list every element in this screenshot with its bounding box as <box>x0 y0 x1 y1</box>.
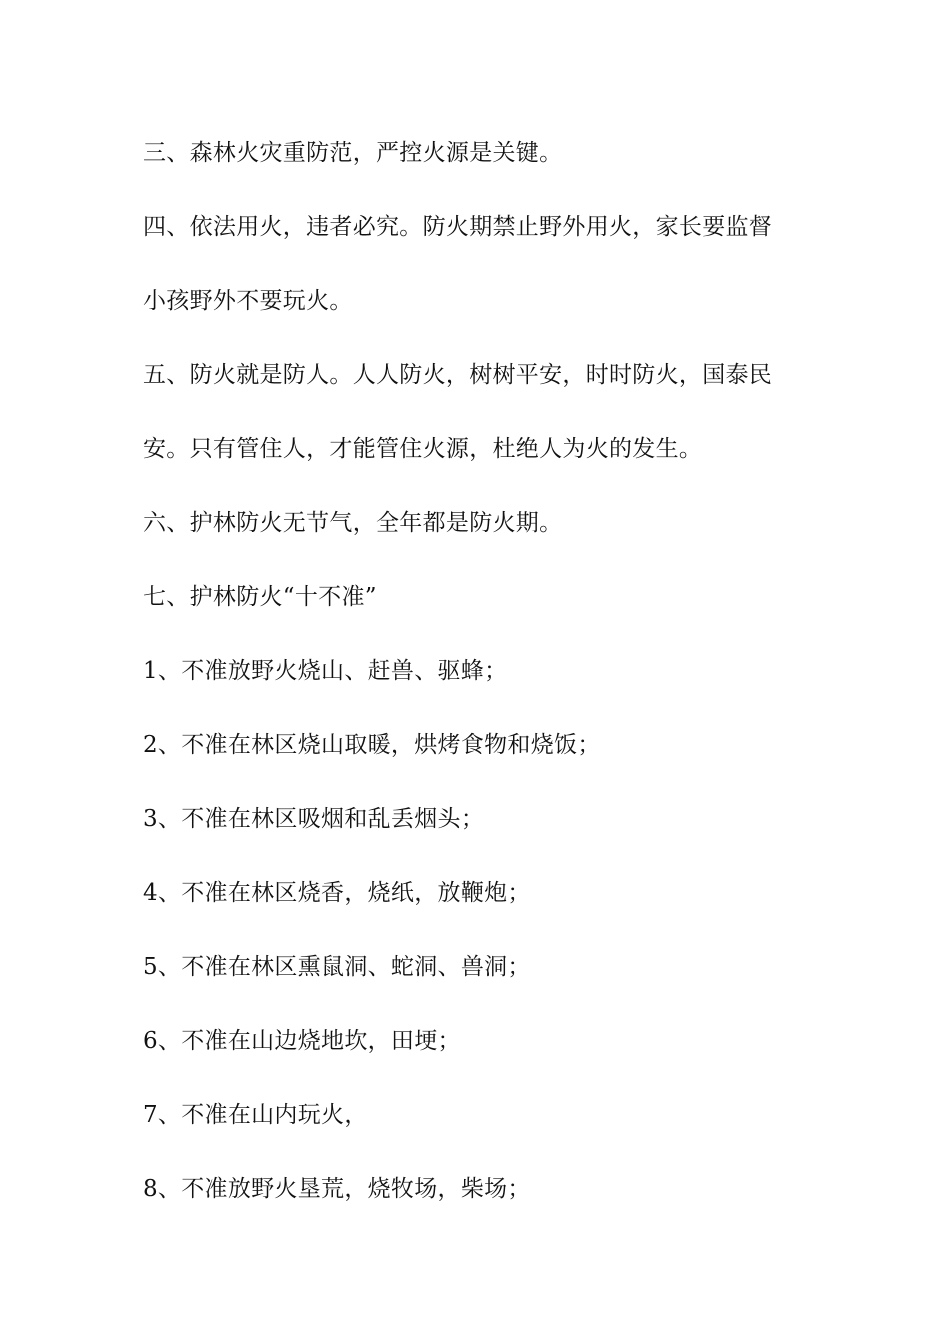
text-line: 三、森林火灾重防范，严控火源是关键。 <box>143 140 563 166</box>
list-item: 1、不准放野火烧山、赶兽、驱蜂； <box>143 658 508 684</box>
list-item: 6、不准在山边烧地坎，田埂； <box>143 1028 461 1054</box>
list-item: 8、不准放野火垦荒，烧牧场，柴场； <box>143 1176 531 1202</box>
document-body <box>143 133 813 1243</box>
text-line: 五、防火就是防人。人人防火，树树平安，时时防火，国泰民 <box>143 362 773 388</box>
list-item: 7、不准在山内玩火， <box>143 1102 368 1128</box>
list-item: 4、不准在林区烧香，烧纸，放鞭炮； <box>143 880 531 906</box>
text-line: 四、依法用火，违者必究。防火期禁止野外用火，家长要监督 <box>143 214 773 240</box>
list-item: 3、不准在林区吸烟和乱丢烟头； <box>143 806 485 832</box>
text-line: 安。只有管住人，才能管住火源，杜绝人为火的发生。 <box>143 436 703 462</box>
text-line: 小孩野外不要玩火。 <box>143 288 353 314</box>
text-line: 七、护林防火“十不准” <box>143 584 377 610</box>
list-item: 5、不准在林区熏鼠洞、蛇洞、兽洞； <box>143 954 531 980</box>
list-item: 2、不准在林区烧山取暖，烘烤食物和烧饭； <box>143 732 601 758</box>
text-line: 六、护林防火无节气，全年都是防火期。 <box>143 510 563 536</box>
